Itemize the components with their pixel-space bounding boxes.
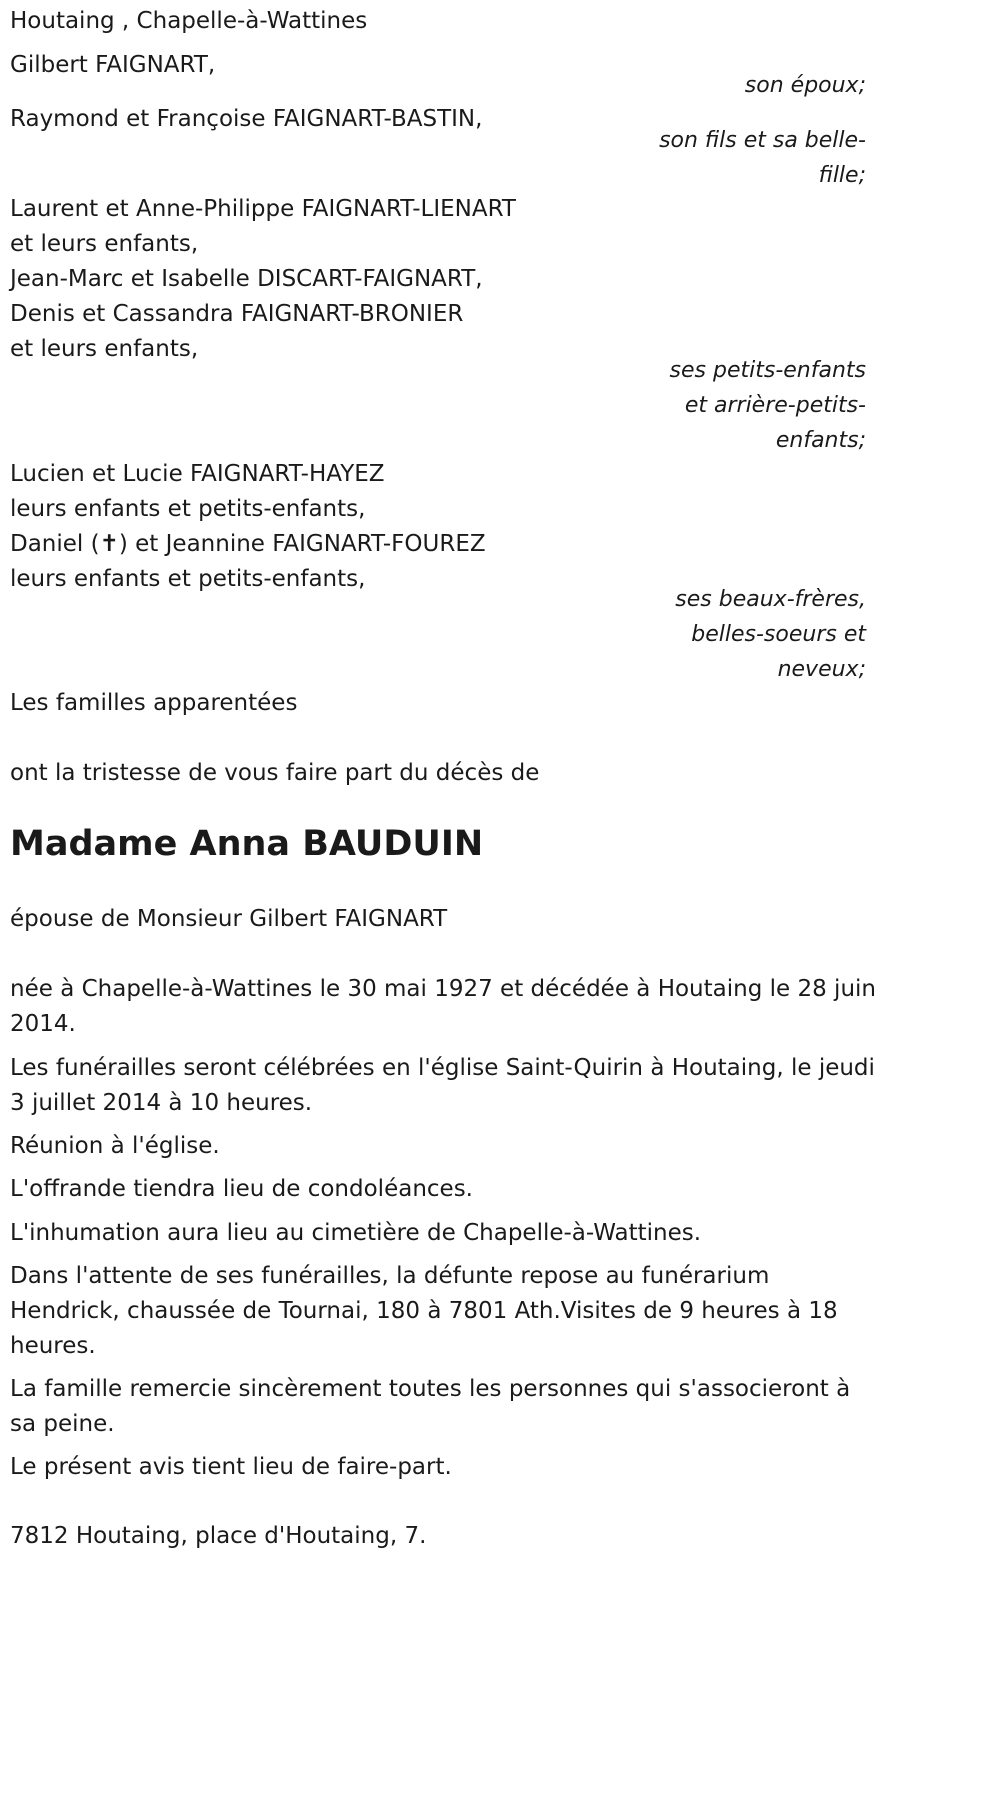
thanks-text: La famille remercie sincèrement toutes les personnes qui s'associeront à sa peine. (10, 1376, 851, 1437)
in-laws-role-line: belles-soeurs et (691, 622, 866, 647)
grandchildren-role-line: enfants; (775, 428, 866, 453)
notice-text: Le présent avis tient lieu de faire-part. (10, 1454, 452, 1480)
burial-text: L'inhumation aura lieu au cimetière de Chapelle-à-Wattines. (10, 1220, 702, 1246)
address-text: 7812 Houtaing, place d'Houtaing, 7. (10, 1523, 427, 1549)
grandchildren-role-line: ses petits-enfants (669, 358, 866, 383)
in-laws-line: Lucien et Lucie FAIGNART-HAYEZ (10, 461, 385, 487)
grandchildren-line: et leurs enfants, (10, 231, 199, 257)
grandchildren-line: Denis et Cassandra FAIGNART-BRONIER (10, 301, 464, 327)
grandchildren-line: Laurent et Anne-Philippe FAIGNART-LIENART (10, 196, 516, 222)
in-laws-role-line: ses beaux-frères, (675, 587, 866, 612)
birth-death-text: née à Chapelle-à-Wattines le 30 mai 1927 et décédée à Houtaing le 28 juin 2014. (10, 976, 876, 1037)
relatives-line: Les familles apparentées (10, 690, 298, 716)
in-laws-line: leurs enfants et petits-enfants, (10, 566, 366, 592)
grandchildren-role-line: et arrière-petits- (684, 393, 866, 418)
in-laws-role-line: neveux; (777, 657, 866, 682)
funeral-text: Les funérailles seront célébrées en l'église Saint-Quirin à Houtaing, le jeudi 3 juillet 2014 à 10 heures. (10, 1055, 875, 1116)
son-role-line1: son fils et sa belle- (659, 128, 866, 153)
location-header: Houtaing , Chapelle-à-Wattines (10, 8, 368, 34)
grandchildren-line: et leurs enfants, (10, 336, 199, 362)
offering-text: L'offrande tiendra lieu de condoléances. (10, 1176, 473, 1202)
grandchildren-line: Jean-Marc et Isabelle DISCART-FAIGNART, (10, 266, 483, 292)
in-laws-line: leurs enfants et petits-enfants, (10, 496, 366, 522)
meeting-text: Réunion à l'église. (10, 1133, 220, 1159)
funerarium-text: Dans l'attente de ses funérailles, la défunte repose au funérarium Hendrick, chaussée de Tournai, 180 à 7801 Ath.Visites de 9 heures à 18 heures. (10, 1263, 838, 1359)
spouse-role: son époux; (744, 73, 866, 98)
spouse-name: Gilbert FAIGNART, (10, 52, 216, 78)
in-laws-line: Daniel (✝) et Jeannine FAIGNART-FOUREZ (10, 531, 486, 557)
spouse-of-text: épouse de Monsieur Gilbert FAIGNART (10, 906, 448, 932)
son-role-line2: fille; (818, 163, 866, 188)
deceased-name: Madame Anna BAUDUIN (10, 824, 484, 864)
announcement-text: ont la tristesse de vous faire part du décès de (10, 760, 540, 786)
son-name: Raymond et Françoise FAIGNART-BASTIN, (10, 106, 483, 132)
